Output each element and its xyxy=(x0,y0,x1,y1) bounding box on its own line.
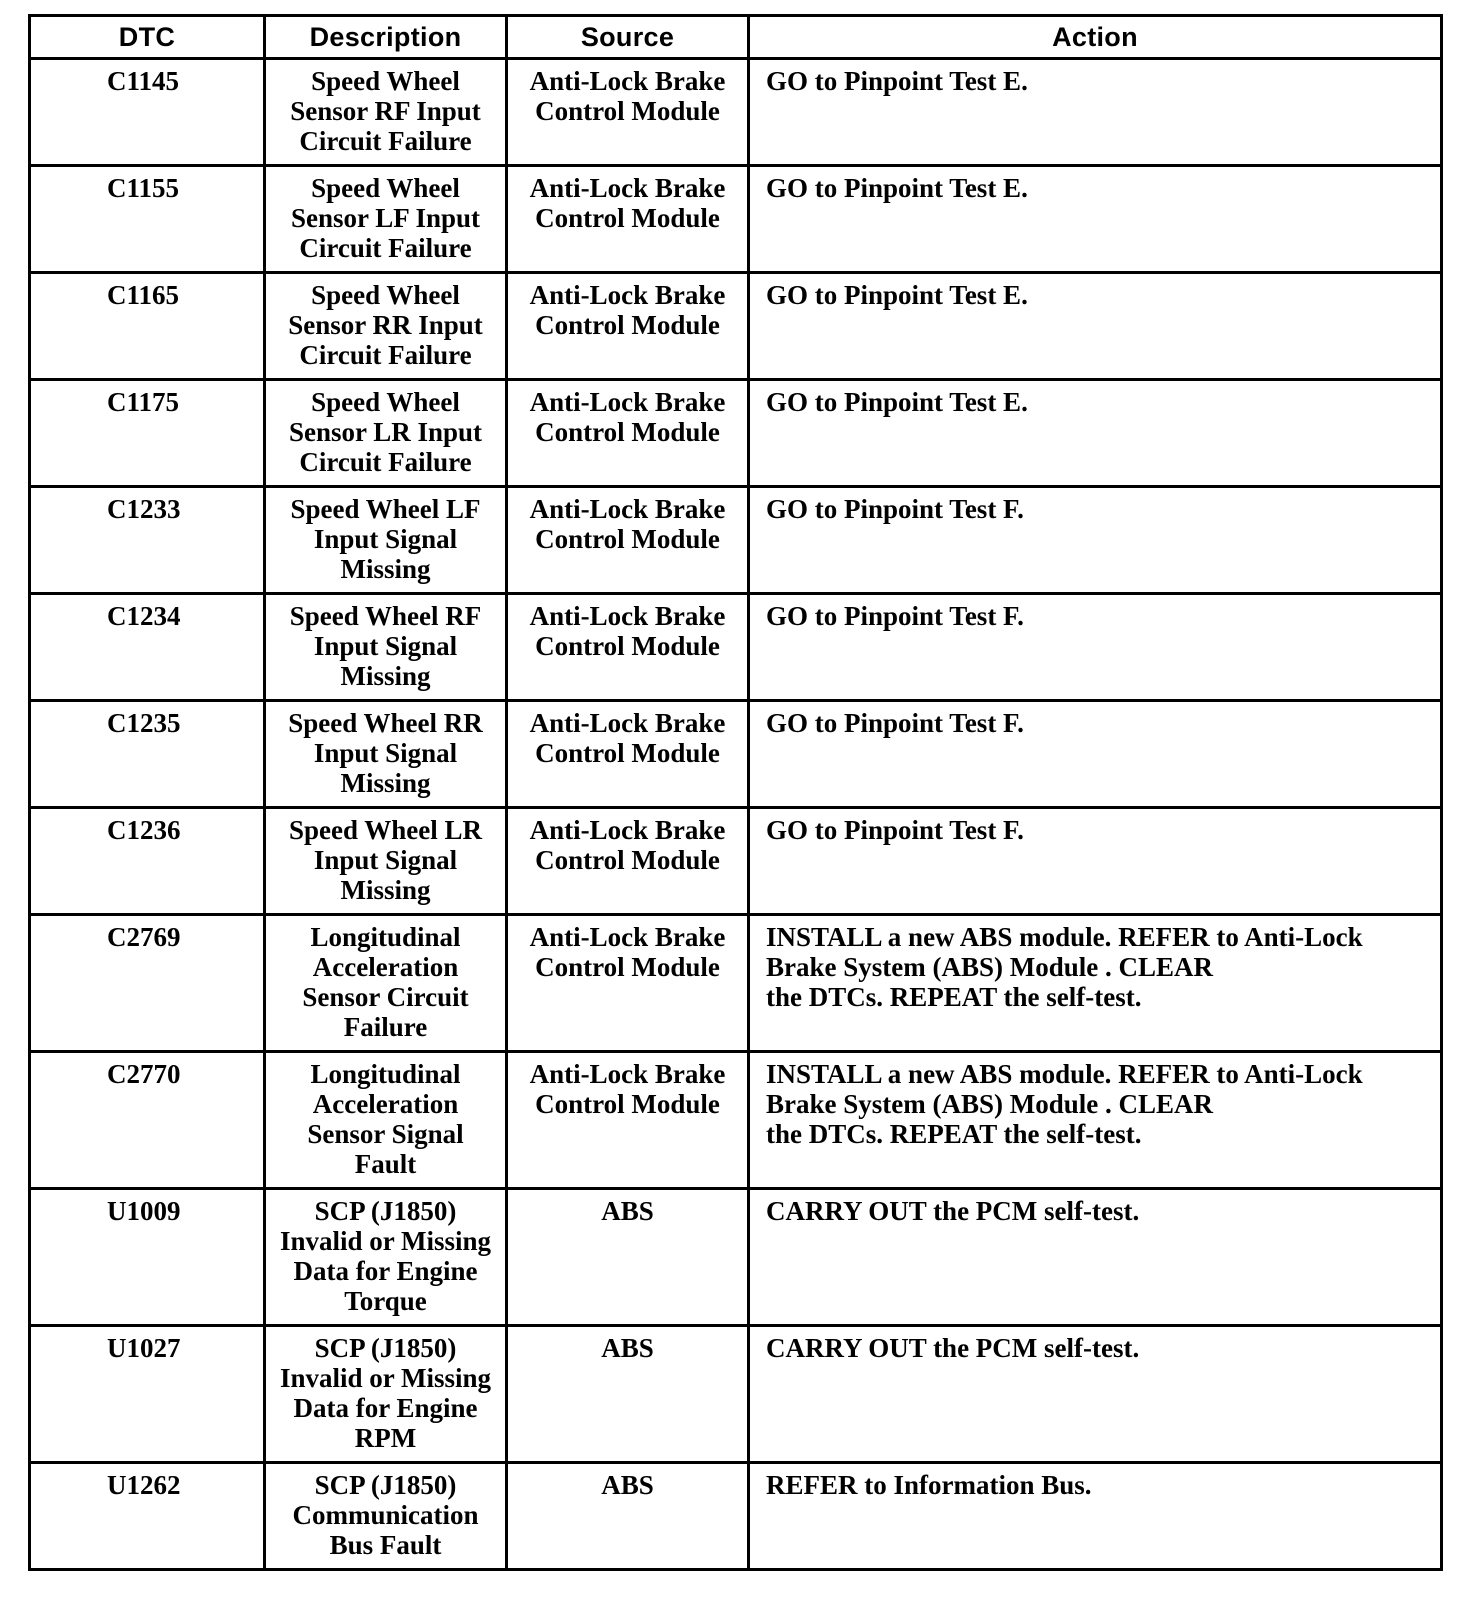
cell-dtc-code xyxy=(30,594,265,701)
dtc-code: U1009 xyxy=(107,1196,181,1226)
cell-source xyxy=(507,487,749,594)
cell-source xyxy=(507,808,749,915)
cell-source xyxy=(507,915,749,1052)
cell-description xyxy=(265,808,507,915)
source-line: Anti-Lock Brake xyxy=(529,922,726,952)
description-line: Missing xyxy=(340,768,431,798)
cell-dtc-code xyxy=(30,915,265,1052)
cell-dtc-code xyxy=(30,701,265,808)
description-line: Circuit Failure xyxy=(299,340,472,370)
description-line: Missing xyxy=(340,661,431,691)
description-line: Speed Wheel RF xyxy=(289,601,482,631)
action-line: GO to Pinpoint Test E. xyxy=(766,66,1028,96)
action-line: CARRY OUT the PCM self-test. xyxy=(766,1196,1140,1226)
header-action: Action xyxy=(749,16,1442,59)
source-line: Anti-Lock Brake xyxy=(529,66,726,96)
source-line: Anti-Lock Brake xyxy=(529,1059,726,1089)
description-line: Acceleration xyxy=(312,952,459,982)
description-line: Circuit Failure xyxy=(299,126,472,156)
description-line: Speed Wheel xyxy=(311,280,460,310)
description-line: Invalid or Missing xyxy=(279,1363,492,1393)
source-line: ABS xyxy=(601,1470,654,1500)
dtc-code: U1027 xyxy=(107,1333,181,1363)
dtc-code: C1175 xyxy=(107,387,180,417)
description-line: Speed Wheel xyxy=(311,173,460,203)
table-row xyxy=(30,808,1442,915)
dtc-table-container xyxy=(28,14,1440,1571)
cell-description xyxy=(265,1326,507,1463)
source-line: Control Module xyxy=(535,631,720,661)
description-line: SCP (J1850) xyxy=(314,1196,457,1226)
source-line: Anti-Lock Brake xyxy=(529,815,726,845)
description-line: Speed Wheel LR xyxy=(288,815,483,845)
table-row xyxy=(30,1052,1442,1189)
dtc-code: C1234 xyxy=(107,601,181,631)
cell-action xyxy=(749,380,1442,487)
source-line: Control Module xyxy=(535,203,720,233)
action-line: GO to Pinpoint Test E. xyxy=(766,173,1028,203)
action-line: Brake System (ABS) Module . CLEAR xyxy=(766,952,1214,982)
source-line: ABS xyxy=(601,1333,654,1363)
cell-source xyxy=(507,1189,749,1326)
action-line: GO to Pinpoint Test F. xyxy=(766,708,1024,738)
source-line: Control Module xyxy=(535,1089,720,1119)
header-description: Description xyxy=(265,16,507,59)
cell-source xyxy=(507,1463,749,1570)
description-line: Failure xyxy=(343,1012,428,1042)
description-line: RPM xyxy=(354,1423,417,1453)
table-row xyxy=(30,380,1442,487)
source-line: Control Module xyxy=(535,524,720,554)
table-row xyxy=(30,59,1442,166)
table-row xyxy=(30,701,1442,808)
cell-dtc-code xyxy=(30,1326,265,1463)
description-line: Sensor LF Input xyxy=(290,203,481,233)
dtc-code: C1233 xyxy=(107,494,181,524)
table-row xyxy=(30,1463,1442,1570)
action-line: CARRY OUT the PCM self-test. xyxy=(766,1333,1140,1363)
cell-source xyxy=(507,380,749,487)
cell-action xyxy=(749,1052,1442,1189)
source-line: Anti-Lock Brake xyxy=(529,173,726,203)
source-line: Anti-Lock Brake xyxy=(529,387,726,417)
cell-dtc-code xyxy=(30,1052,265,1189)
source-line: Anti-Lock Brake xyxy=(529,708,726,738)
source-line: Control Module xyxy=(535,417,720,447)
cell-description xyxy=(265,273,507,380)
description-line: Speed Wheel RR xyxy=(288,708,483,738)
cell-description xyxy=(265,1052,507,1189)
table-header-row xyxy=(30,16,1442,59)
dtc-code: C2770 xyxy=(107,1059,181,1089)
source-line: Control Module xyxy=(535,738,720,768)
description-line: Acceleration xyxy=(312,1089,459,1119)
cell-action xyxy=(749,1463,1442,1570)
action-line: Brake System (ABS) Module . CLEAR xyxy=(766,1089,1214,1119)
table-row xyxy=(30,915,1442,1052)
dtc-code: C1236 xyxy=(107,815,181,845)
action-line: GO to Pinpoint Test E. xyxy=(766,387,1028,417)
description-line: Sensor RR Input xyxy=(288,310,483,340)
action-line: REFER to Information Bus. xyxy=(766,1470,1092,1500)
dtc-code: C1145 xyxy=(107,66,180,96)
cell-action xyxy=(749,59,1442,166)
dtc-code: C2769 xyxy=(107,922,181,952)
source-line: Anti-Lock Brake xyxy=(529,601,726,631)
cell-source xyxy=(507,594,749,701)
dtc-code: C1155 xyxy=(107,173,180,203)
source-line: ABS xyxy=(601,1196,654,1226)
dtc-table xyxy=(28,14,1443,1571)
cell-description xyxy=(265,1189,507,1326)
cell-action xyxy=(749,166,1442,273)
cell-description xyxy=(265,1463,507,1570)
description-line: Sensor LR Input xyxy=(288,417,483,447)
cell-description xyxy=(265,59,507,166)
description-line: Longitudinal xyxy=(310,922,461,952)
description-line: Data for Engine xyxy=(293,1393,478,1423)
description-line: Bus Fault xyxy=(329,1530,442,1560)
cell-description xyxy=(265,594,507,701)
table-body xyxy=(30,59,1442,1570)
cell-dtc-code xyxy=(30,1463,265,1570)
description-line: Invalid or Missing xyxy=(279,1226,492,1256)
dtc-code: C1235 xyxy=(107,708,181,738)
source-line: Anti-Lock Brake xyxy=(529,494,726,524)
description-line: Sensor Signal xyxy=(307,1119,464,1149)
cell-action xyxy=(749,487,1442,594)
description-line: Data for Engine xyxy=(293,1256,478,1286)
action-line: GO to Pinpoint Test F. xyxy=(766,494,1024,524)
action-line: the DTCs. REPEAT the self-test. xyxy=(766,982,1142,1012)
cell-action xyxy=(749,273,1442,380)
table-row xyxy=(30,487,1442,594)
cell-action xyxy=(749,915,1442,1052)
description-line: Input Signal xyxy=(313,631,458,661)
source-line: Control Module xyxy=(535,845,720,875)
cell-action xyxy=(749,808,1442,915)
cell-source xyxy=(507,273,749,380)
table-row xyxy=(30,273,1442,380)
description-line: Speed Wheel xyxy=(311,66,460,96)
description-line: SCP (J1850) xyxy=(314,1470,457,1500)
cell-source xyxy=(507,166,749,273)
cell-dtc-code xyxy=(30,59,265,166)
description-line: Circuit Failure xyxy=(299,233,472,263)
description-line: Input Signal xyxy=(313,845,458,875)
header-dtc: DTC xyxy=(30,16,265,59)
cell-action xyxy=(749,1326,1442,1463)
cell-source xyxy=(507,701,749,808)
cell-dtc-code xyxy=(30,166,265,273)
action-line: GO to Pinpoint Test E. xyxy=(766,280,1028,310)
description-line: Communication xyxy=(292,1500,479,1530)
description-line: Speed Wheel xyxy=(311,387,460,417)
cell-action xyxy=(749,1189,1442,1326)
description-line: Sensor RF Input xyxy=(290,96,481,126)
description-line: Circuit Failure xyxy=(299,447,472,477)
cell-source xyxy=(507,1326,749,1463)
table-row xyxy=(30,1326,1442,1463)
source-line: Control Module xyxy=(535,952,720,982)
description-line: Fault xyxy=(354,1149,417,1179)
action-line: INSTALL a new ABS module. REFER to Anti-Lock xyxy=(766,922,1363,952)
description-line: Longitudinal xyxy=(310,1059,461,1089)
cell-description xyxy=(265,701,507,808)
description-line: Input Signal xyxy=(313,738,458,768)
dtc-code: C1165 xyxy=(107,280,180,310)
description-line: SCP (J1850) xyxy=(314,1333,457,1363)
cell-action xyxy=(749,701,1442,808)
table-row xyxy=(30,1189,1442,1326)
table-row xyxy=(30,166,1442,273)
description-line: Torque xyxy=(344,1286,427,1316)
action-line: INSTALL a new ABS module. REFER to Anti-Lock xyxy=(766,1059,1363,1089)
cell-dtc-code xyxy=(30,273,265,380)
cell-description xyxy=(265,380,507,487)
cell-action xyxy=(749,594,1442,701)
description-line: Sensor Circuit xyxy=(302,982,469,1012)
cell-source xyxy=(507,1052,749,1189)
source-line: Control Module xyxy=(535,96,720,126)
source-line: Anti-Lock Brake xyxy=(529,280,726,310)
header-source: Source xyxy=(507,16,749,59)
action-line: the DTCs. REPEAT the self-test. xyxy=(766,1119,1142,1149)
cell-description xyxy=(265,487,507,594)
cell-description xyxy=(265,915,507,1052)
description-line: Input Signal xyxy=(313,524,458,554)
action-line: GO to Pinpoint Test F. xyxy=(766,815,1024,845)
cell-dtc-code xyxy=(30,808,265,915)
table-row xyxy=(30,594,1442,701)
cell-dtc-code xyxy=(30,380,265,487)
description-line: Speed Wheel LF xyxy=(290,494,481,524)
description-line: Missing xyxy=(340,554,431,584)
cell-source xyxy=(507,59,749,166)
description-line: Missing xyxy=(340,875,431,905)
cell-dtc-code xyxy=(30,1189,265,1326)
dtc-code: U1262 xyxy=(107,1470,181,1500)
cell-description xyxy=(265,166,507,273)
cell-dtc-code xyxy=(30,487,265,594)
source-line: Control Module xyxy=(535,310,720,340)
action-line: GO to Pinpoint Test F. xyxy=(766,601,1024,631)
